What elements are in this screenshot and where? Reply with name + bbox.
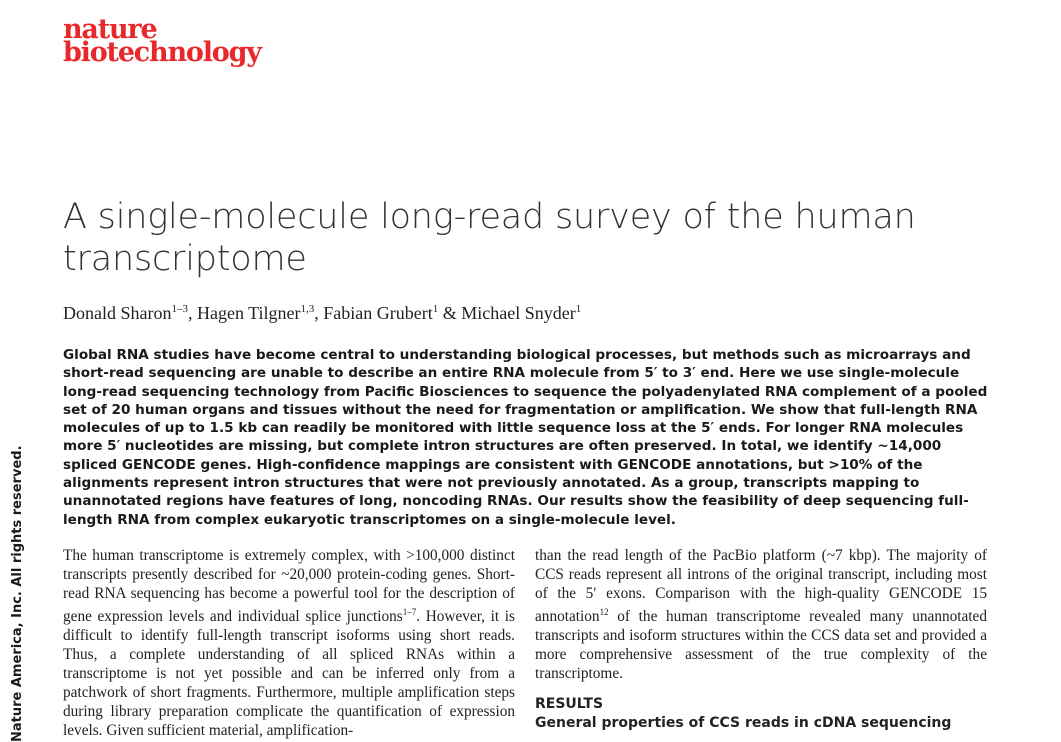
body-paragraph (535, 546, 987, 683)
reference-link[interactable]: 1–7 (402, 607, 417, 617)
journal-logo (63, 14, 261, 68)
author-separator: , (314, 303, 324, 323)
article-title: A single-molecule long-read survey of the human transcriptome (63, 197, 916, 279)
abstract: Global RNA studies have become central to understanding biological processes, but methods such as microarrays and short-read sequencing are unable to describe an entire RNA molecule from 5′ to 3′ end. Here we use single-molecule long-read sequencing technology from Pacific Biosciences to sequence the polyadenylated RNA complement of a pooled set of 20 human organs and tissues without the need for fragmentation or amplification. We show that full-length RNA molecules of up to 1.5 kb can readily be monitored with little sequence loss at the 5′ ends. For longer RNA molecules more 5′ nucleotides are missing, but complete intron structures are often preserved. In total, we identify ~14,000 spliced GENCODE genes. High-confidence mappings are consistent with GENCODE annotations, but >10% of the alignments represent intron structures that were not previously annotated. As a group, transcripts mapping to unannotated regions have features of long, noncoding RNAs. Our results show the feasibility of deep sequencing full-length RNA from complex eukaryotic transcriptomes on a single-molecule level. (63, 347, 988, 528)
author-affiliation: 1–3 (171, 303, 188, 315)
author-affiliation: 1 (575, 303, 582, 315)
author-name[interactable]: Donald Sharon (63, 303, 172, 323)
body-text: The human transcriptome is extremely complex, with >100,000 distinct transcripts presently described for ~20,000 protein-coding genes. Short-read RNA sequencing has become a powerful tool for the description of gene expression levels and individual splice junctions (63, 547, 515, 626)
author-affiliation: 1 (432, 303, 439, 315)
author-name[interactable]: Michael Snyder (461, 303, 576, 323)
author-separator: & (438, 303, 462, 323)
author-name[interactable]: Fabian Grubert (323, 303, 433, 323)
body-column-left (63, 546, 515, 740)
reference-link[interactable]: 12 (599, 607, 609, 617)
journal-logo-line2: biotechnology (63, 37, 261, 68)
copyright-sidebar: Nature America, Inc. All rights reserved. (10, 445, 25, 742)
section-heading: RESULTS (535, 696, 604, 713)
body-paragraph (63, 546, 515, 740)
author-list (63, 303, 581, 324)
body-text: of the human transcriptome revealed many unannotated transcripts and isoform structures within the CCS data set and provided a more comprehensive assessment of the true complexity of the transcriptome. (535, 608, 987, 683)
body-column-right (535, 546, 987, 733)
author-name[interactable]: Hagen Tilgner (196, 303, 301, 323)
section-subheading: General properties of CCS reads in cDNA sequencing (535, 715, 952, 732)
author-affiliation: 1,3 (300, 303, 315, 315)
body-text: . However, it is difficult to identify full-length transcript isoforms using short reads. Thus, a complete understanding of all spliced RNAs within a transcriptome is not yet possible and can be inferred only from a patchwork of short fragments. Furthermore, multiple amplification steps during library preparation complicate the quantification of expression levels. Given sufficient material, amplification- (63, 608, 515, 740)
journal-logo-line1: nature (63, 14, 157, 45)
author-separator: , (187, 303, 197, 323)
body-text: than the read length of the PacBio platform (~7 kbp). The majority of CCS reads represent all introns of the original transcript, including most of the 5′ exons. Comparison with the high-quality GENCODE 15 annotation (535, 547, 987, 626)
